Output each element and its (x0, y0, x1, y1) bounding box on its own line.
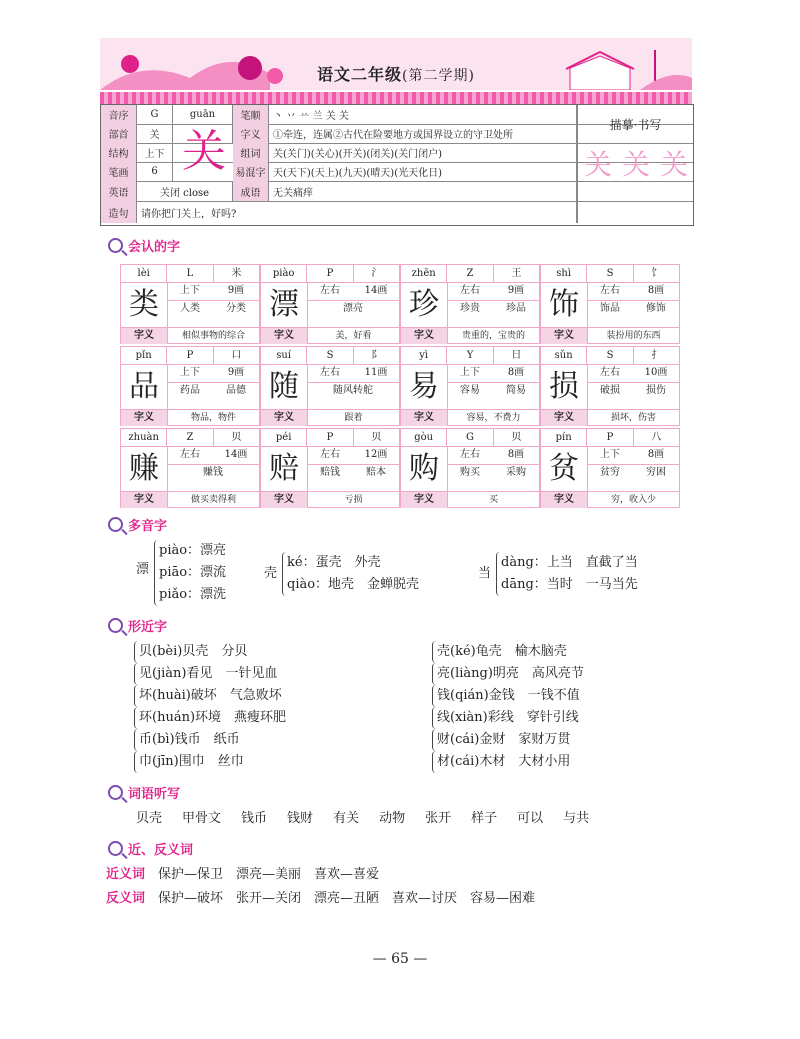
trace-char-1: 关 (583, 148, 612, 181)
similar-item: 见(jiàn)看见 一针见血 (134, 663, 286, 685)
similar-item: 壳(ké)龟壳 榆木脑壳 (432, 641, 584, 663)
char-grid (120, 264, 680, 508)
label-stroke-order: 笔顺 (233, 105, 269, 124)
dictation-word: 贝壳 (136, 811, 163, 826)
similar-right (432, 641, 584, 773)
dictation-word: 可以 (517, 811, 544, 826)
char-glyph: 贫 (541, 446, 588, 491)
char-glyph: 类 (121, 282, 168, 327)
stroke-order-value: 丶 丷 䒑 兰 关 关 (269, 105, 577, 124)
section-similar: 形近字 (108, 616, 167, 635)
dictation-word: 样子 (471, 811, 498, 826)
poly-piao-list: piào：漂亮 piāo：漂流 piǎo：漂洗 (154, 540, 226, 606)
poly-char-piao: 漂 (136, 562, 150, 577)
label-radical: 部首 (101, 124, 137, 143)
char-cell: pǐn P 口 品 上下 9画 药品 品德 字义 物品，物件 (120, 346, 260, 426)
dictation-word: 钱财 (287, 811, 314, 826)
poly-char-dang: 当 (478, 566, 492, 581)
char-glyph: 易 (401, 364, 448, 409)
poly-ke-list: ké：蛋壳 外壳 qiào：地壳 金蝉脱壳 (282, 552, 419, 596)
dictation-word: 有关 (333, 811, 360, 826)
similar-item: 亮(liàng)明亮 高风亮节 (432, 663, 584, 685)
magnifier-icon (108, 238, 123, 253)
char-cell: piào P 氵 漂 左右 14画 漂亮 字义 美，好看 (260, 264, 400, 344)
trace-char-2: 关 (621, 148, 650, 181)
dictation-word: 动物 (379, 811, 406, 826)
section-polyphonic: 多音字 (108, 515, 167, 534)
header-strip (100, 92, 692, 104)
similar-item: 材(cái)木材 大材小用 (432, 751, 584, 773)
char-cell: yì Y 日 易 上下 8画 容易 简易 字义 容易，不费力 (400, 346, 540, 426)
char-cell: suí S 阝 随 左右 11画 随风转舵 字义 跟着 (260, 346, 400, 426)
char-glyph: 品 (121, 364, 168, 409)
page-number: — 65 — (372, 951, 428, 967)
label-words: 组词 (233, 143, 269, 162)
magnifier-icon (108, 517, 123, 532)
label-confusable: 易混字 (233, 162, 269, 181)
trace-label: 描摹·书写 (577, 105, 693, 144)
label-structure: 结构 (101, 143, 137, 162)
poly-char-ke: 壳 (264, 566, 278, 581)
similar-item: 钱(qián)金钱 一钱不值 (432, 685, 584, 707)
char-cell: zhuàn Z 贝 赚 左右 14画 赚钱 字义 做买卖得利 (120, 428, 260, 508)
similar-item: 财(cái)金财 家财万贯 (432, 729, 584, 751)
big-char: 关 (182, 126, 226, 177)
dictation-list (136, 808, 609, 830)
similar-item: 环(huán)环境 燕瘦环肥 (134, 707, 286, 729)
section-synonyms: 近、反义词 (108, 839, 193, 858)
char-glyph: 损 (541, 364, 588, 409)
char-glyph: 赚 (121, 446, 168, 491)
similar-item: 币(bì)钱币 纸币 (134, 729, 286, 751)
label-order: 音序 (101, 105, 137, 124)
char-cell: pín P 八 贫 上下 8画 贫穷 穷困 字义 穷，收入少 (540, 428, 680, 508)
structure-value: 上下 (137, 143, 173, 162)
magnifier-icon (108, 618, 123, 633)
meaning-value: ①牵连，连属②古代在险要地方或国界设立的守卫处所 (269, 124, 577, 143)
page-title: 语文二年级(第二学期) (317, 65, 475, 84)
char-glyph: 购 (401, 446, 448, 491)
label-idiom: 成语 (233, 181, 269, 201)
char-glyph: 漂 (261, 282, 308, 327)
order-value: G (137, 105, 173, 124)
char-glyph: 赔 (261, 446, 308, 491)
poly-dang-list: dàng：上当 直截了当 dāng：当时 一马当先 (496, 552, 638, 596)
trace-char-3: 关 (659, 148, 688, 181)
char-cell: gòu G 贝 购 左右 8画 购买 采购 字义 买 (400, 428, 540, 508)
char-cell: sǔn S 扌 损 左右 10画 破损 损伤 字义 损坏，伤害 (540, 346, 680, 426)
dictation-word: 张开 (425, 811, 452, 826)
label-sentence: 造句 (101, 201, 137, 223)
radical-value: 关 (137, 124, 173, 143)
dictation-word: 钱币 (241, 811, 268, 826)
similar-left (134, 641, 286, 773)
section-dictation: 词语听写 (108, 783, 180, 802)
antonym-line: 反义词 保护—破坏 张开—关闭 漂亮—丑陋 喜欢—讨厌 容易—困难 (106, 891, 536, 906)
label-english: 英语 (101, 181, 137, 201)
dictation-word: 甲骨文 (182, 811, 222, 826)
char-glyph: 珍 (401, 282, 448, 327)
label-strokes: 笔画 (101, 162, 137, 181)
char-glyph: 随 (261, 364, 308, 409)
idiom-value: 无关痛痒 (269, 181, 577, 201)
words-value: 关(关门)(关心)(开关)(闭关)(关门闭户) (269, 143, 577, 162)
char-cell: lèi L 米 类 上下 9画 人类 分类 字义 相似事物的综合 (120, 264, 260, 344)
english-value: 关闭 close (137, 181, 233, 201)
magnifier-icon (108, 841, 123, 856)
char-cell: shì S 饣 饰 左右 8画 饰品 修饰 字义 装扮用的东西 (540, 264, 680, 344)
similar-item: 贝(bèi)贝壳 分贝 (134, 641, 286, 663)
confusable-value: 天(天下)(天上)(九天)(晴天)(光天化日) (269, 162, 577, 181)
magnifier-icon (108, 785, 123, 800)
char-cell: zhēn Z 王 珍 左右 9画 珍贵 珍品 字义 贵重的，宝贵的 (400, 264, 540, 344)
strokes-value: 6 (137, 162, 173, 181)
label-meaning: 字义 (233, 124, 269, 143)
similar-item: 坏(huài)破坏 气急败坏 (134, 685, 286, 707)
trace-area (577, 143, 693, 223)
char-glyph: 饰 (541, 282, 588, 327)
section-recognize: 会认的字 (108, 236, 180, 255)
pinyin-value: guān (173, 105, 233, 124)
similar-item: 线(xiàn)彩线 穿针引线 (432, 707, 584, 729)
sentence-value: 请你把门关上，好吗? (137, 201, 577, 223)
synonym-line: 近义词 保护—保卫 漂亮—美丽 喜欢—喜爱 (106, 867, 380, 882)
dictation-word: 与共 (563, 811, 590, 826)
char-cell: péi P 贝 赔 左右 12画 赔钱 赔本 字义 亏损 (260, 428, 400, 508)
similar-item: 巾(jīn)围巾 丝巾 (134, 751, 286, 773)
